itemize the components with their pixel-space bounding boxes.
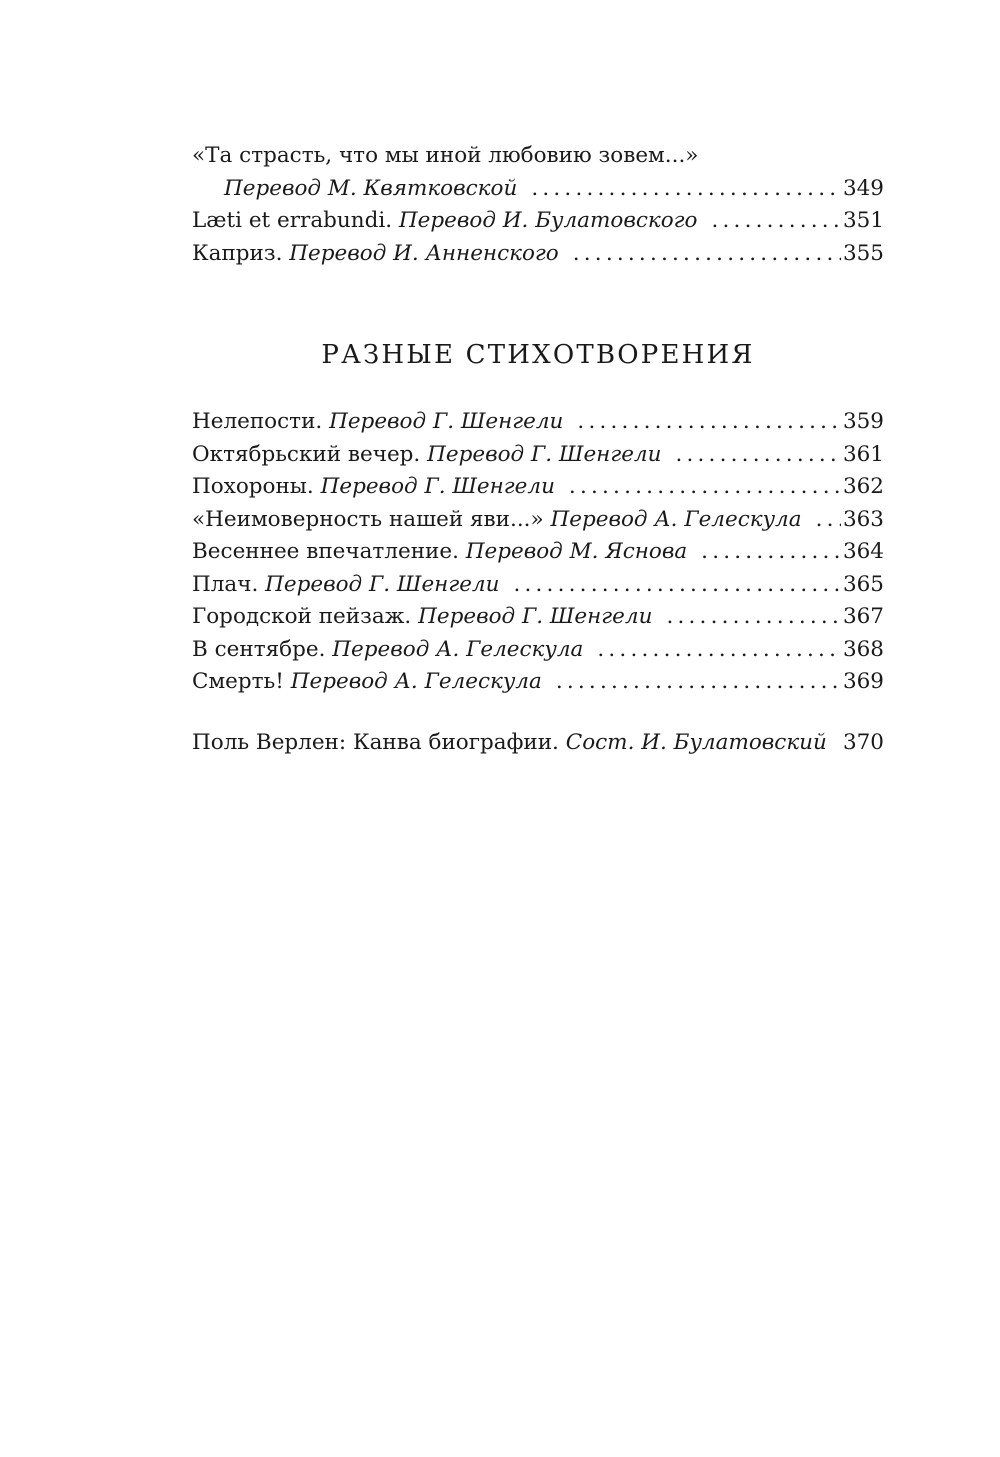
toc-entry-translator: Перевод Г. Шенгели xyxy=(329,409,564,434)
toc-entry xyxy=(192,205,884,238)
toc-entry-translator: Перевод И. Анненского xyxy=(289,240,559,266)
toc-entry-page: 367 xyxy=(842,604,884,629)
toc-entry-translator: Перевод А. Гелескула xyxy=(550,506,802,532)
toc-entry-page: 361 xyxy=(842,441,884,467)
toc-entry xyxy=(192,601,884,634)
dot-leader xyxy=(569,471,841,504)
toc-entry-title: Læti et errabundi. xyxy=(192,208,393,233)
toc-entry-translator: Перевод Г. Шенгели xyxy=(320,474,555,499)
table-of-contents xyxy=(192,140,884,759)
toc-entry-translator: Перевод А. Гелескула xyxy=(290,669,542,694)
spacer xyxy=(192,699,884,727)
toc-entry-translator: Перевод Г. Шенгели xyxy=(418,604,653,629)
section-heading: РАЗНЫЕ СТИХОТВОРЕНИЯ xyxy=(321,340,755,370)
toc-entry-translator: Перевод Г. Шенгели xyxy=(265,571,500,597)
toc-entry-title: Смерть! xyxy=(192,669,284,694)
toc-entry-appendix xyxy=(192,727,884,760)
toc-entry-title: Октябрьский вечер. xyxy=(192,441,421,467)
toc-entry xyxy=(192,471,884,504)
toc-entry-title: Каприз. xyxy=(192,240,283,266)
toc-entry-page: 369 xyxy=(842,669,884,694)
toc-entry xyxy=(192,439,884,472)
toc-entry xyxy=(192,504,884,537)
toc-entry xyxy=(192,666,884,699)
toc-entry xyxy=(192,536,884,569)
toc-entry xyxy=(192,569,884,602)
toc-entry-translator: Перевод М. Яснова xyxy=(465,539,688,564)
toc-entry-page: 351 xyxy=(842,208,884,233)
toc-entry-page: 363 xyxy=(842,506,884,532)
dot-leader xyxy=(573,238,841,271)
toc-entry-page: 359 xyxy=(842,409,884,434)
toc-entry-title: Весеннее впечатление. xyxy=(192,539,459,564)
dot-leader xyxy=(701,536,841,569)
toc-entry-title: Поль Верлен: Канва биографии. xyxy=(192,729,559,755)
toc-entry-title: «Неимоверность нашей яви...» xyxy=(192,506,544,532)
toc-entry-page: 370 xyxy=(842,729,884,755)
toc-entry xyxy=(192,634,884,667)
toc-entry-page: 355 xyxy=(842,240,884,266)
dot-leader xyxy=(531,173,841,206)
toc-entry xyxy=(192,173,884,206)
toc-entry-page: 362 xyxy=(842,474,884,499)
dot-leader xyxy=(597,634,841,667)
toc-entry-translator: Перевод Г. Шенгели xyxy=(427,441,662,467)
toc-entry-compiler: Сост. И. Булатовский xyxy=(565,729,827,755)
dot-leader xyxy=(513,569,841,602)
dot-leader xyxy=(556,666,841,699)
dot-leader xyxy=(711,205,840,238)
toc-entry-page: 364 xyxy=(842,539,884,564)
toc-entry-page: 365 xyxy=(842,571,884,597)
toc-entry-title: Городской пейзаж. xyxy=(192,604,412,629)
dot-leader xyxy=(577,406,841,439)
toc-entry-title: Похороны. xyxy=(192,474,314,499)
toc-entry-translator: Перевод А. Гелескула xyxy=(332,636,584,662)
toc-entry-page: 349 xyxy=(842,175,884,201)
dot-leader xyxy=(666,601,841,634)
toc-entry xyxy=(192,406,884,439)
toc-entry-page: 368 xyxy=(842,636,884,662)
toc-entry-title: «Та страсть, что мы иной любовию зовем...» xyxy=(192,143,699,168)
toc-entry-translator: Перевод М. Квятковской xyxy=(224,175,518,201)
toc-entry-title: Нелепости. xyxy=(192,409,323,434)
toc-entry-translator: Перевод И. Булатовского xyxy=(398,208,698,233)
toc-entry xyxy=(192,238,884,271)
toc-entry-title: В сентябре. xyxy=(192,636,326,662)
dot-leader xyxy=(675,439,841,472)
dot-leader xyxy=(816,504,841,537)
toc-entry-title: Плач. xyxy=(192,571,259,597)
